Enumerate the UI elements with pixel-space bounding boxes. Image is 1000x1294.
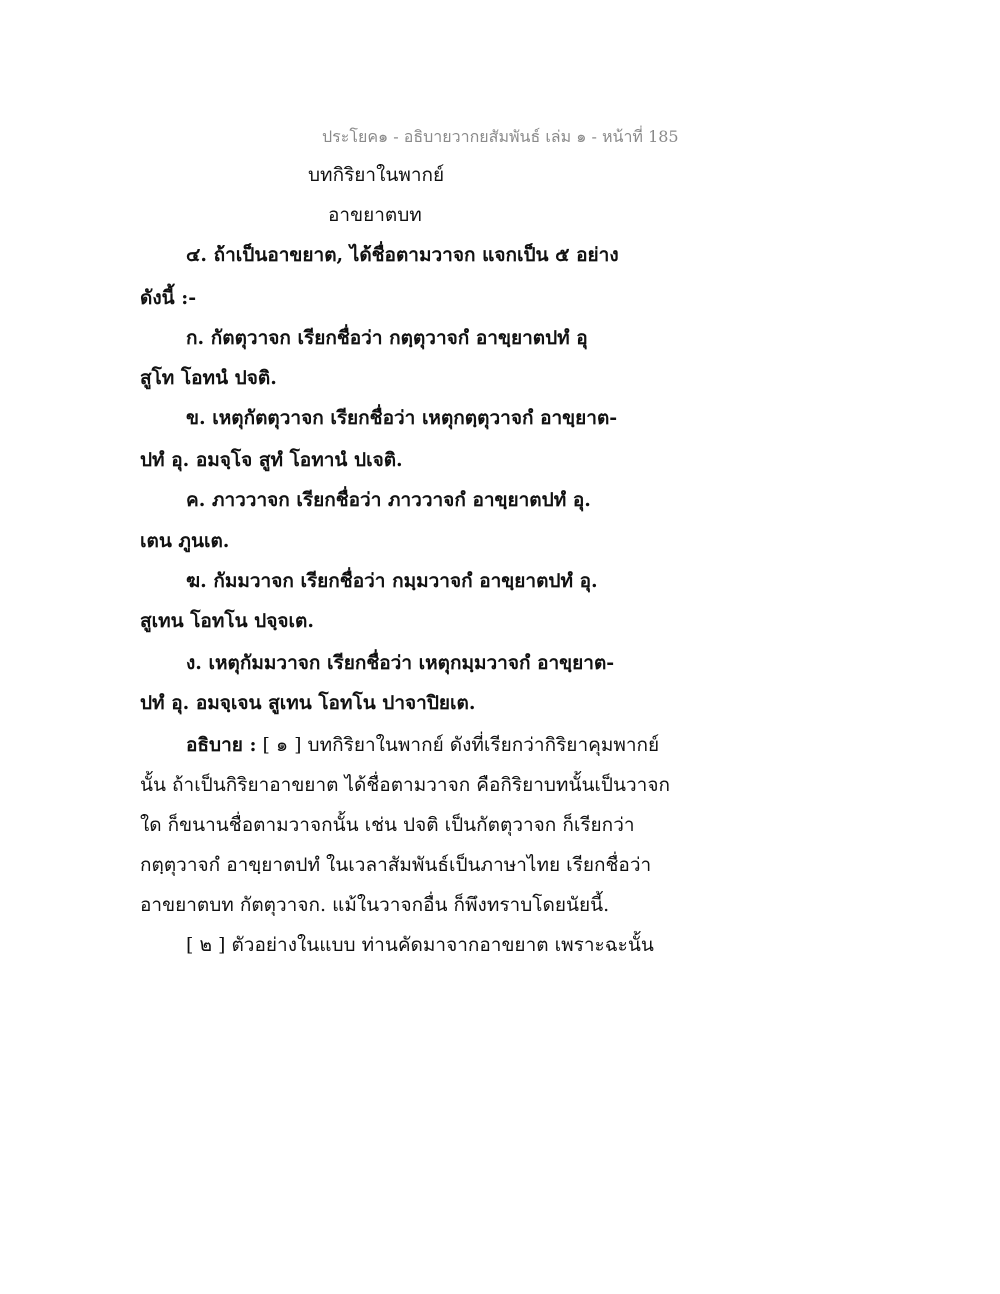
explanation-para2-line1: [ ๒ ] ตัวอย่างในแบบ ท่านคัดมาจากอาขยาต เพราะฉะนั้น — [186, 934, 654, 956]
rule-item-ngo-line2: ปทํ อุ. อมจฺเจน สูเทน โอทโน ปาจาปิยเต. — [140, 692, 476, 714]
rule-intro-line2: ดังนี้ :- — [140, 287, 197, 309]
explanation-para1-line2: นั้น ถ้าเป็นกิริยาอาขยาต ได้ชื่อตามวาจก คือกิริยาบทนั้นเป็นวาจก — [140, 774, 670, 796]
rule-item-gho-line1: ฆ. กัมมวาจก เรียกชื่อว่า กมฺมวาจกํ อาขฺยาตปทํ อุ. — [186, 570, 598, 592]
explanation-para1-line1 — [186, 732, 659, 758]
rule-item-ngo-line1: ง. เหตุกัมมวาจก เรียกชื่อว่า เหตุกมฺมวาจกํ อาขฺยาต- — [186, 652, 615, 674]
rule-intro-line1: ๔. ถ้าเป็นอาขยาต, ได้ชื่อตามวาจก แจกเป็น ๕ อย่าง — [186, 244, 619, 266]
rule-item-kha-line2: ปทํ อุ. อมจฺโจ สูทํ โอทานํ ปเจติ. — [140, 449, 403, 471]
section-title: บทกิริยาในพากย์ — [308, 164, 445, 186]
rule-item-kha-line1: ข. เหตุกัตตุวาจก เรียกชื่อว่า เหตุกตฺตุวาจกํ อาขฺยาต- — [186, 407, 618, 429]
rule-item-ka-line2: สูโท โอทนํ ปจติ. — [140, 367, 277, 389]
explanation-label: อธิบาย : — [186, 734, 257, 756]
rule-item-kho-line2: เตน ภูนเต. — [140, 530, 230, 552]
explanation-para1-line3: ใด ก็ขนานชื่อตามวาจกนั้น เช่น ปจติ เป็นกัตตุวาจก ก็เรียกว่า — [140, 814, 635, 836]
rule-item-kho-line1: ค. ภาววาจก เรียกชื่อว่า ภาววาจกํ อาขฺยาตปทํ อุ. — [186, 489, 591, 511]
rule-item-gho-line2: สูเทน โอทโน ปจฺจเต. — [140, 610, 314, 632]
explanation-para1-text: [ ๑ ] บทกิริยาในพากย์ ดังที่เรียกว่ากิริยาคุมพากย์ — [262, 734, 660, 756]
running-header: ประโยค๑ - อธิบายวากยสัมพันธ์ เล่ม ๑ - หน้าที่ 185 — [322, 127, 679, 146]
explanation-para1-line4: กตฺตุวาจกํ อาขฺยาตปทํ ในเวลาสัมพันธ์เป็นภาษาไทย เรียกชื่อว่า — [140, 854, 652, 876]
rule-item-ka-line1: ก. กัตตุวาจก เรียกชื่อว่า กตฺตุวาจกํ อาขฺยาตปทํ อุ — [186, 327, 588, 349]
section-subtitle: อาขยาตบท — [328, 204, 422, 226]
explanation-para1-line5: อาขยาตบท กัตตุวาจก. แม้ในวาจกอื่น ก็พึงทราบโดยนัยนี้. — [140, 894, 610, 916]
